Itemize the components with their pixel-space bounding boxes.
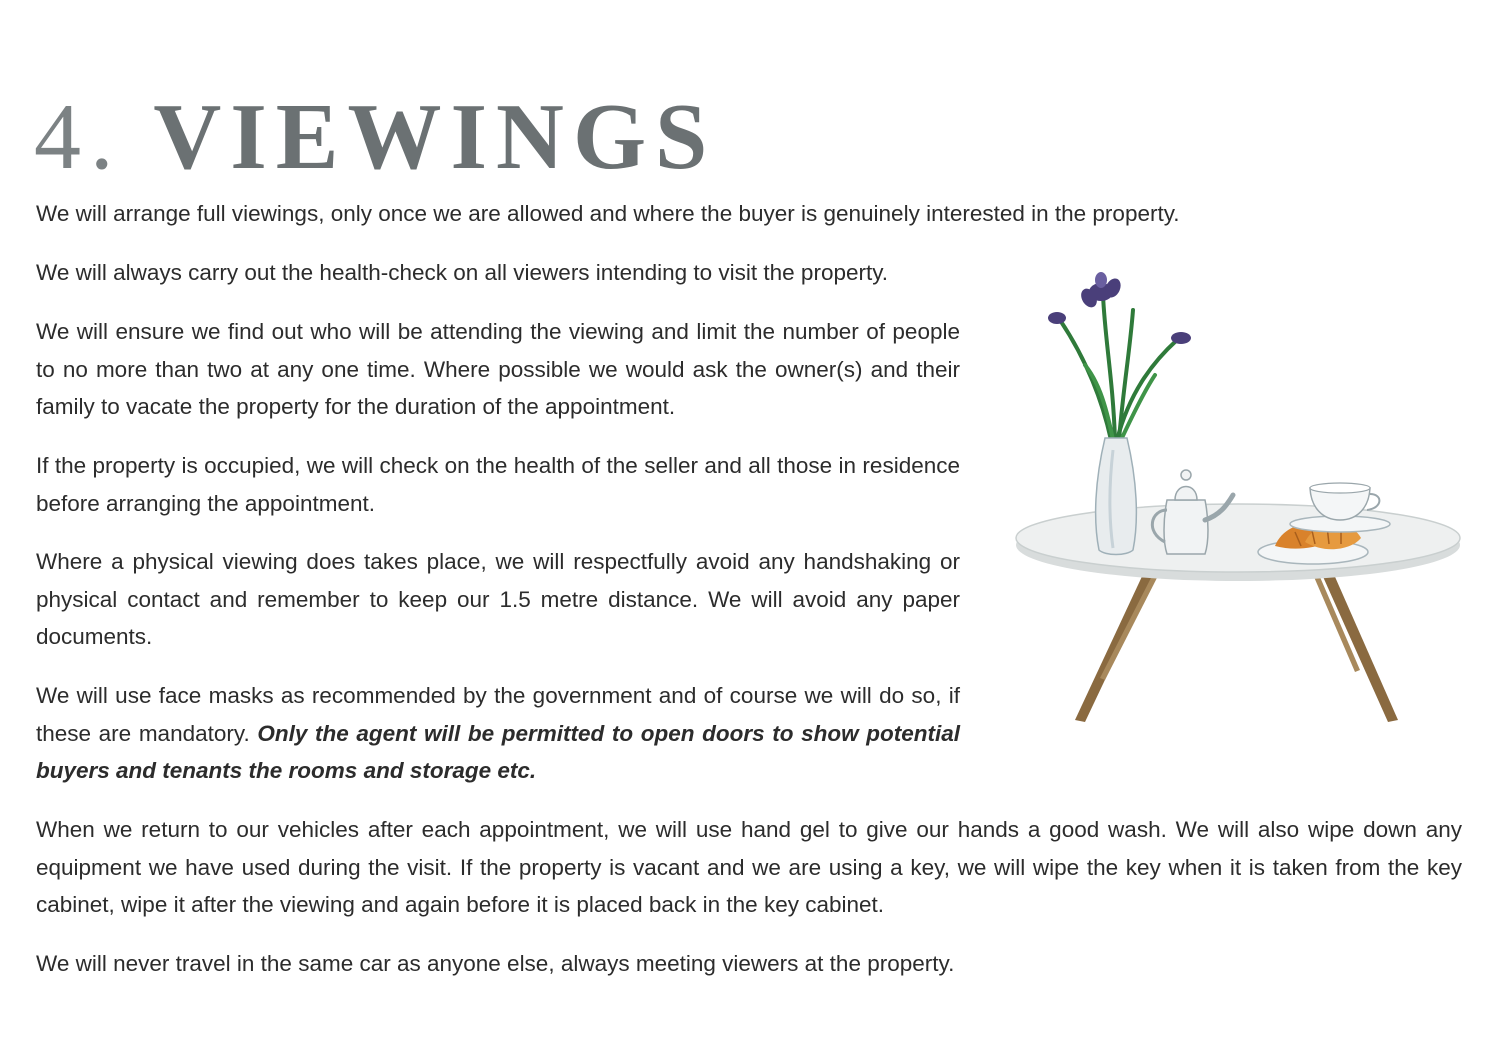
table-legs xyxy=(1075,570,1398,722)
page-title xyxy=(34,82,716,192)
paragraph-vehicle-hygiene: When we return to our vehicles after each appointment, we will use hand gel to give our hands a good wash. We will also wipe down any equipment we have used during the visit. If the property is vacant and we are using a key, we will wipe the key when it is taken from the key cabinet, wipe it after the viewing and again before it is placed back in the key cabinet. xyxy=(36,817,1462,917)
paragraph-travel: We will never travel in the same car as anyone else, always meeting viewers at the property. xyxy=(36,951,955,976)
paragraph-health-check: We will always carry out the health-check on all viewers intending to visit the property. xyxy=(36,260,889,285)
paragraph-physical-viewing: Where a physical viewing does takes place, we will respectfully avoid any handshaking or physical contact and remember to keep our 1.5 metre distance. We will avoid any paper documents. xyxy=(36,549,960,649)
section-number: 4. xyxy=(34,85,123,189)
table-illustration xyxy=(1005,270,1470,730)
paragraph-face-masks xyxy=(36,677,960,790)
vase xyxy=(1096,438,1137,555)
paragraph-occupied-property: If the property is occupied, we will check on the health of the seller and all those in residence before arranging the appointment. xyxy=(36,453,960,516)
iris-flowers xyxy=(1060,295,1177,440)
paragraph-attendance-limit: We will ensure we find out who will be attending the viewing and limit the number of people to no more than two at any one time. Where possible we would ask the owner(s) and their family to vacate the property for the duration of the appointment. xyxy=(36,319,960,419)
face-masks-text: We will use face masks as recommended by the government and of course we will do so, if these are mandatory. xyxy=(36,683,960,746)
agent-doors-emphasis: Only the agent will be permitted to open doors to show potential buyers and tenants the rooms and storage etc. xyxy=(36,720,960,783)
paragraph-arrange-viewings: We will arrange full viewings, only once we are allowed and where the buyer is genuinely interested in the property. xyxy=(36,201,1180,226)
section-title: VIEWINGS xyxy=(153,85,717,189)
